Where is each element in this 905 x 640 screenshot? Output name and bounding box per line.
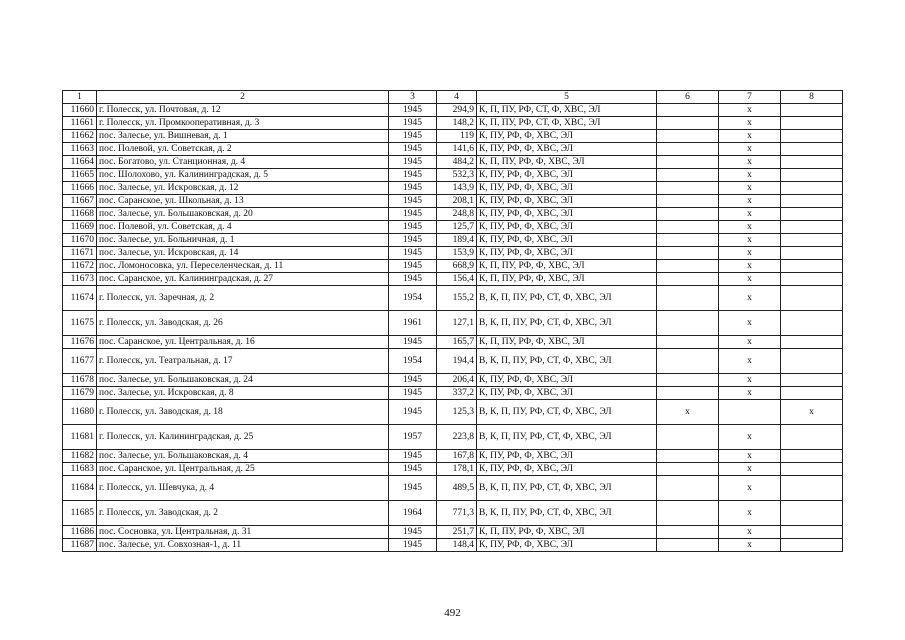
elements-cell: К, ПУ, РФ, Ф, ХВС, ЭЛ	[477, 539, 657, 552]
col7-cell: х	[719, 156, 781, 169]
elements-cell: К, П, ПУ, РФ, Ф, ХВС, ЭЛ	[477, 156, 657, 169]
col8-cell	[781, 526, 843, 539]
address-cell: пос. Залесье, ул. Большаковская, д. 24	[97, 374, 389, 387]
area-cell: 141,6	[437, 143, 477, 156]
col8-cell	[781, 221, 843, 234]
col8-cell	[781, 349, 843, 374]
area-cell: 125,7	[437, 221, 477, 234]
row-number-cell: 11667	[63, 195, 97, 208]
col7-cell: х	[719, 311, 781, 336]
row-number-cell: 11673	[63, 273, 97, 286]
address-cell: пос. Залесье, ул. Совхозная-1, д. 11	[97, 539, 389, 552]
year-cell: 1945	[389, 260, 437, 273]
year-cell: 1954	[389, 349, 437, 374]
header-col-5: 5	[477, 91, 657, 104]
address-cell: пос. Саранское, ул. Центральная, д. 25	[97, 463, 389, 476]
col6-cell	[657, 463, 719, 476]
row-number-cell: 11670	[63, 234, 97, 247]
year-cell: 1945	[389, 182, 437, 195]
header-col-8: 8	[781, 91, 843, 104]
table-row	[63, 208, 843, 221]
table-row	[63, 247, 843, 260]
table-row	[63, 425, 843, 450]
elements-cell: К, ПУ, РФ, Ф, ХВС, ЭЛ	[477, 169, 657, 182]
col8-cell	[781, 208, 843, 221]
row-number-cell: 11675	[63, 311, 97, 336]
col6-cell	[657, 539, 719, 552]
col6-cell	[657, 273, 719, 286]
year-cell: 1964	[389, 501, 437, 526]
table-row	[63, 104, 843, 117]
col8-cell	[781, 501, 843, 526]
col8-cell	[781, 336, 843, 349]
row-number-cell: 11666	[63, 182, 97, 195]
col7-cell: х	[719, 425, 781, 450]
area-cell: 148,4	[437, 539, 477, 552]
col7-cell: х	[719, 117, 781, 130]
table-body	[63, 104, 843, 552]
table-row	[63, 234, 843, 247]
address-cell: пос. Залесье, ул. Вишневая, д. 1	[97, 130, 389, 143]
row-number-cell: 11665	[63, 169, 97, 182]
col6-cell	[657, 336, 719, 349]
table-row	[63, 400, 843, 425]
row-number-cell: 11677	[63, 349, 97, 374]
page-number: 492	[444, 607, 461, 619]
col7-cell: х	[719, 195, 781, 208]
col6-cell	[657, 234, 719, 247]
area-cell: 294,9	[437, 104, 477, 117]
row-number-cell: 11682	[63, 450, 97, 463]
year-cell: 1945	[389, 526, 437, 539]
area-cell: 127,1	[437, 311, 477, 336]
col8-cell	[781, 143, 843, 156]
elements-cell: К, ПУ, РФ, Ф, ХВС, ЭЛ	[477, 234, 657, 247]
row-number-cell: 11678	[63, 374, 97, 387]
row-number-cell: 11683	[63, 463, 97, 476]
col7-cell: х	[719, 336, 781, 349]
address-cell: пос. Полевой, ул. Советская, д. 2	[97, 143, 389, 156]
row-number-cell: 11679	[63, 387, 97, 400]
row-number-cell: 11681	[63, 425, 97, 450]
col6-cell	[657, 130, 719, 143]
col7-cell: х	[719, 182, 781, 195]
row-number-cell: 11687	[63, 539, 97, 552]
col7-cell: х	[719, 234, 781, 247]
address-cell: пос. Саранское, ул. Школьная, д. 13	[97, 195, 389, 208]
table-row	[63, 156, 843, 169]
address-cell: пос. Залесье, ул. Большаковская, д. 4	[97, 450, 389, 463]
col8-cell	[781, 234, 843, 247]
elements-cell: В, К, П, ПУ, РФ, СТ, Ф, ХВС, ЭЛ	[477, 311, 657, 336]
col6-cell	[657, 387, 719, 400]
elements-cell: К, ПУ, РФ, Ф, ХВС, ЭЛ	[477, 130, 657, 143]
address-cell: пос. Сосновка, ул. Центральная, д. 31	[97, 526, 389, 539]
elements-cell: В, К, П, ПУ, РФ, СТ, Ф, ХВС, ЭЛ	[477, 501, 657, 526]
year-cell: 1945	[389, 463, 437, 476]
table-row	[63, 501, 843, 526]
elements-cell: К, ПУ, РФ, Ф, ХВС, ЭЛ	[477, 143, 657, 156]
table-row	[63, 169, 843, 182]
col6-cell	[657, 260, 719, 273]
elements-cell: К, П, ПУ, РФ, Ф, ХВС, ЭЛ	[477, 526, 657, 539]
address-cell: г. Полесск, ул. Промкооперативная, д. 3	[97, 117, 389, 130]
area-cell: 771,3	[437, 501, 477, 526]
row-number-cell: 11663	[63, 143, 97, 156]
elements-cell: К, ПУ, РФ, Ф, ХВС, ЭЛ	[477, 450, 657, 463]
year-cell: 1945	[389, 156, 437, 169]
address-cell: г. Полесск, ул. Калининградская, д. 25	[97, 425, 389, 450]
col8-cell	[781, 273, 843, 286]
table-row	[63, 221, 843, 234]
col8-cell	[781, 260, 843, 273]
col6-cell	[657, 143, 719, 156]
elements-cell: К, ПУ, РФ, Ф, ХВС, ЭЛ	[477, 387, 657, 400]
year-cell: 1945	[389, 234, 437, 247]
year-cell: 1945	[389, 130, 437, 143]
year-cell: 1945	[389, 374, 437, 387]
col6-cell: х	[657, 400, 719, 425]
year-cell: 1945	[389, 221, 437, 234]
col8-cell	[781, 195, 843, 208]
address-cell: пос. Шолохово, ул. Калининградская, д. 5	[97, 169, 389, 182]
col6-cell	[657, 501, 719, 526]
area-cell: 208,1	[437, 195, 477, 208]
col6-cell	[657, 195, 719, 208]
address-cell: г. Полесск, ул. Заводская, д. 18	[97, 400, 389, 425]
table-row	[63, 463, 843, 476]
col7-cell: х	[719, 374, 781, 387]
year-cell: 1945	[389, 208, 437, 221]
year-cell: 1945	[389, 539, 437, 552]
table-row	[63, 311, 843, 336]
area-cell: 148,2	[437, 117, 477, 130]
row-number-cell: 11662	[63, 130, 97, 143]
table-row	[63, 387, 843, 400]
col6-cell	[657, 117, 719, 130]
col6-cell	[657, 169, 719, 182]
year-cell: 1945	[389, 143, 437, 156]
col6-cell	[657, 425, 719, 450]
col6-cell	[657, 221, 719, 234]
address-cell: пос. Саранское, ул. Центральная, д. 16	[97, 336, 389, 349]
year-cell: 1945	[389, 336, 437, 349]
col8-cell	[781, 463, 843, 476]
year-cell: 1945	[389, 169, 437, 182]
col8-cell	[781, 117, 843, 130]
col6-cell	[657, 526, 719, 539]
row-number-cell: 11671	[63, 247, 97, 260]
table-row	[63, 336, 843, 349]
col8-cell: х	[781, 400, 843, 425]
year-cell: 1945	[389, 476, 437, 501]
row-number-cell: 11686	[63, 526, 97, 539]
area-cell: 251,7	[437, 526, 477, 539]
table-row	[63, 195, 843, 208]
col6-cell	[657, 208, 719, 221]
col7-cell: х	[719, 526, 781, 539]
header-col-2: 2	[97, 91, 389, 104]
col8-cell	[781, 104, 843, 117]
col7-cell: х	[719, 247, 781, 260]
col8-cell	[781, 311, 843, 336]
area-cell: 189,4	[437, 234, 477, 247]
area-cell: 119	[437, 130, 477, 143]
table-row	[63, 143, 843, 156]
year-cell: 1945	[389, 195, 437, 208]
col7-cell: х	[719, 286, 781, 311]
elements-cell: К, П, ПУ, РФ, Ф, ХВС, ЭЛ	[477, 260, 657, 273]
table-row	[63, 450, 843, 463]
table-row	[63, 273, 843, 286]
year-cell: 1954	[389, 286, 437, 311]
area-cell: 206,4	[437, 374, 477, 387]
col8-cell	[781, 156, 843, 169]
elements-cell: К, ПУ, РФ, Ф, ХВС, ЭЛ	[477, 221, 657, 234]
table-row	[63, 374, 843, 387]
col6-cell	[657, 311, 719, 336]
address-cell: пос. Саранское, ул. Калининградская, д. 27	[97, 273, 389, 286]
year-cell: 1957	[389, 425, 437, 450]
year-cell: 1945	[389, 400, 437, 425]
col7-cell: х	[719, 169, 781, 182]
table-row	[63, 182, 843, 195]
elements-cell: К, ПУ, РФ, Ф, ХВС, ЭЛ	[477, 247, 657, 260]
row-number-cell: 11660	[63, 104, 97, 117]
row-number-cell: 11668	[63, 208, 97, 221]
area-cell: 532,3	[437, 169, 477, 182]
col8-cell	[781, 169, 843, 182]
address-cell: пос. Залесье, ул. Искровская, д. 8	[97, 387, 389, 400]
area-cell: 156,4	[437, 273, 477, 286]
table-row	[63, 526, 843, 539]
col7-cell: х	[719, 208, 781, 221]
address-cell: г. Полесск, ул. Почтовая, д. 12	[97, 104, 389, 117]
col8-cell	[781, 476, 843, 501]
address-cell: г. Полесск, ул. Театральная, д. 17	[97, 349, 389, 374]
header-col-6: 6	[657, 91, 719, 104]
col7-cell: х	[719, 221, 781, 234]
elements-cell: К, ПУ, РФ, Ф, ХВС, ЭЛ	[477, 208, 657, 221]
elements-cell: В, К, П, ПУ, РФ, СТ, Ф, ХВС, ЭЛ	[477, 425, 657, 450]
area-cell: 153,9	[437, 247, 477, 260]
year-cell: 1945	[389, 387, 437, 400]
row-number-cell: 11664	[63, 156, 97, 169]
col7-cell: х	[719, 501, 781, 526]
area-cell: 194,4	[437, 349, 477, 374]
header-col-4: 4	[437, 91, 477, 104]
col8-cell	[781, 182, 843, 195]
elements-cell: К, ПУ, РФ, Ф, ХВС, ЭЛ	[477, 195, 657, 208]
col6-cell	[657, 182, 719, 195]
area-cell: 125,3	[437, 400, 477, 425]
area-cell: 223,8	[437, 425, 477, 450]
elements-cell: В, К, П, ПУ, РФ, СТ, Ф, ХВС, ЭЛ	[477, 400, 657, 425]
col7-cell: х	[719, 260, 781, 273]
header-col-1: 1	[63, 91, 97, 104]
col7-cell: х	[719, 463, 781, 476]
year-cell: 1945	[389, 450, 437, 463]
col6-cell	[657, 247, 719, 260]
address-cell: г. Полесск, ул. Заводская, д. 26	[97, 311, 389, 336]
col6-cell	[657, 286, 719, 311]
elements-cell: В, К, П, ПУ, РФ, СТ, Ф, ХВС, ЭЛ	[477, 286, 657, 311]
col6-cell	[657, 349, 719, 374]
area-cell: 178,1	[437, 463, 477, 476]
area-cell: 489,5	[437, 476, 477, 501]
area-cell: 248,8	[437, 208, 477, 221]
address-cell: пос. Залесье, ул. Больничная, д. 1	[97, 234, 389, 247]
table-row	[63, 286, 843, 311]
area-cell: 668,9	[437, 260, 477, 273]
address-cell: г. Полесск, ул. Заречная, д. 2	[97, 286, 389, 311]
col8-cell	[781, 450, 843, 463]
area-cell: 167,8	[437, 450, 477, 463]
col6-cell	[657, 104, 719, 117]
col7-cell: х	[719, 539, 781, 552]
address-cell: г. Полесск, ул. Заводская, д. 2	[97, 501, 389, 526]
area-cell: 337,2	[437, 387, 477, 400]
elements-cell: К, П, ПУ, РФ, Ф, ХВС, ЭЛ	[477, 273, 657, 286]
col8-cell	[781, 539, 843, 552]
year-cell: 1945	[389, 247, 437, 260]
col7-cell: х	[719, 273, 781, 286]
elements-cell: К, ПУ, РФ, Ф, ХВС, ЭЛ	[477, 182, 657, 195]
col7-cell: х	[719, 349, 781, 374]
col8-cell	[781, 387, 843, 400]
header-col-7: 7	[719, 91, 781, 104]
col8-cell	[781, 286, 843, 311]
elements-cell: К, П, ПУ, РФ, Ф, ХВС, ЭЛ	[477, 336, 657, 349]
year-cell: 1945	[389, 273, 437, 286]
address-cell: пос. Залесье, ул. Большаковская, д. 20	[97, 208, 389, 221]
header-row	[63, 91, 843, 104]
col8-cell	[781, 374, 843, 387]
address-cell: пос. Полевой, ул. Советская, д. 4	[97, 221, 389, 234]
col8-cell	[781, 130, 843, 143]
header-col-3: 3	[389, 91, 437, 104]
row-number-cell: 11684	[63, 476, 97, 501]
col6-cell	[657, 374, 719, 387]
table-row	[63, 117, 843, 130]
table-row	[63, 476, 843, 501]
area-cell: 143,9	[437, 182, 477, 195]
col7-cell: х	[719, 450, 781, 463]
row-number-cell: 11674	[63, 286, 97, 311]
address-cell: пос. Залесье, ул. Искровская, д. 14	[97, 247, 389, 260]
row-number-cell: 11672	[63, 260, 97, 273]
col7-cell: х	[719, 130, 781, 143]
col7-cell: х	[719, 143, 781, 156]
col8-cell	[781, 425, 843, 450]
area-cell: 165,7	[437, 336, 477, 349]
col7-cell: х	[719, 476, 781, 501]
row-number-cell: 11676	[63, 336, 97, 349]
address-cell: г. Полесск, ул. Шевчука, д. 4	[97, 476, 389, 501]
housing-registry-table	[62, 90, 843, 552]
row-number-cell: 11661	[63, 117, 97, 130]
table-row	[63, 539, 843, 552]
year-cell: 1945	[389, 104, 437, 117]
row-number-cell: 11685	[63, 501, 97, 526]
year-cell: 1945	[389, 117, 437, 130]
year-cell: 1961	[389, 311, 437, 336]
address-cell: пос. Залесье, ул. Искровская, д. 12	[97, 182, 389, 195]
col6-cell	[657, 156, 719, 169]
elements-cell: В, К, П, ПУ, РФ, СТ, Ф, ХВС, ЭЛ	[477, 476, 657, 501]
area-cell: 155,2	[437, 286, 477, 311]
col7-cell: х	[719, 104, 781, 117]
area-cell: 484,2	[437, 156, 477, 169]
col8-cell	[781, 247, 843, 260]
elements-cell: К, ПУ, РФ, Ф, ХВС, ЭЛ	[477, 463, 657, 476]
table-row	[63, 260, 843, 273]
elements-cell: К, ПУ, РФ, Ф, ХВС, ЭЛ	[477, 374, 657, 387]
elements-cell: К, П, ПУ, РФ, СТ, Ф, ХВС, ЭЛ	[477, 104, 657, 117]
address-cell: пос. Ломоносовка, ул. Переселенческая, д. 11	[97, 260, 389, 273]
col7-cell	[719, 400, 781, 425]
col7-cell: х	[719, 387, 781, 400]
row-number-cell: 11680	[63, 400, 97, 425]
address-cell: пос. Богатово, ул. Станционная, д. 4	[97, 156, 389, 169]
row-number-cell: 11669	[63, 221, 97, 234]
col6-cell	[657, 476, 719, 501]
table-row	[63, 130, 843, 143]
elements-cell: В, К, П, ПУ, РФ, СТ, Ф, ХВС, ЭЛ	[477, 349, 657, 374]
table-row	[63, 349, 843, 374]
col6-cell	[657, 450, 719, 463]
elements-cell: К, П, ПУ, РФ, СТ, Ф, ХВС, ЭЛ	[477, 117, 657, 130]
